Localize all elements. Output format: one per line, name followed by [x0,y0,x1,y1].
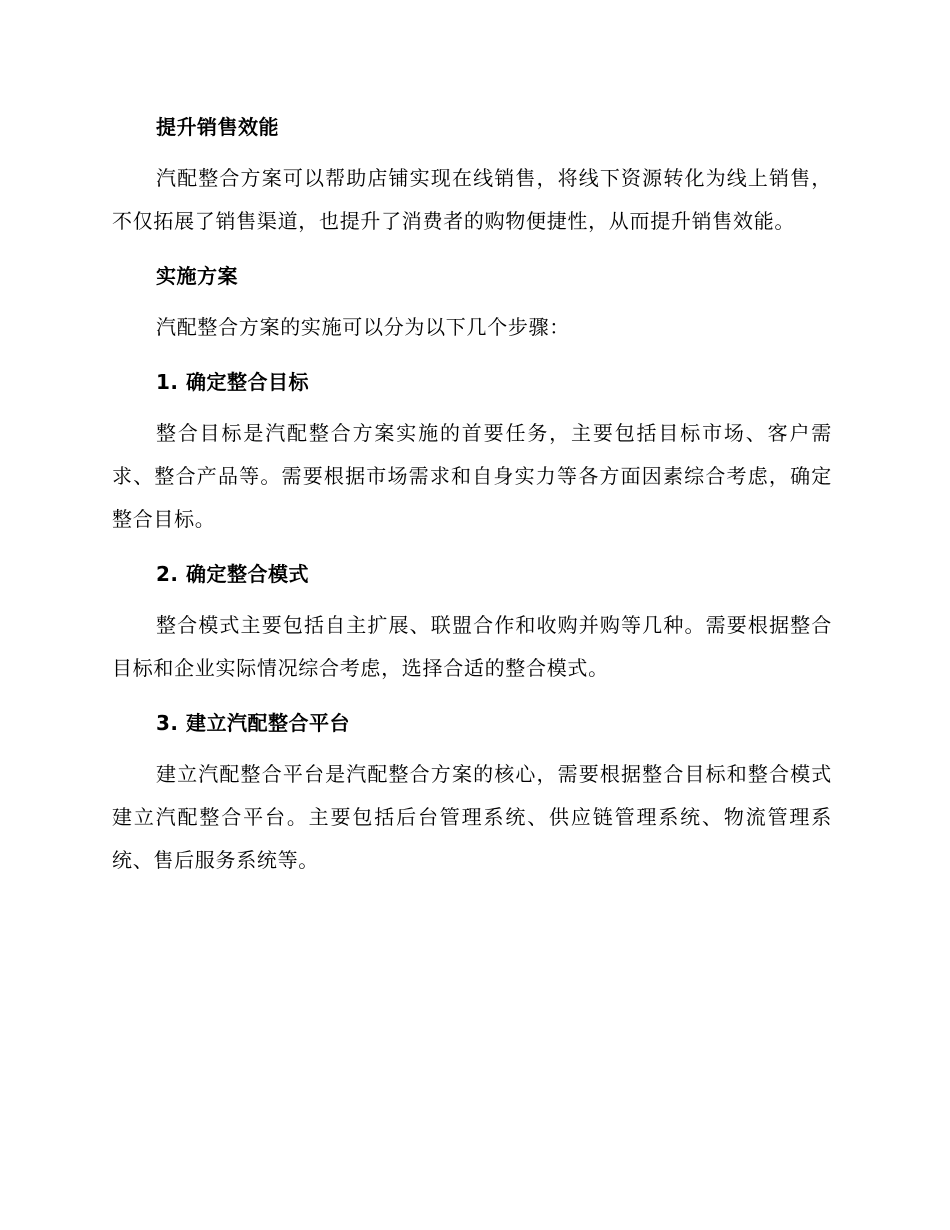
paragraph-integration-platform: 建立汽配整合平台是汽配整合方案的核心，需要根据整合目标和整合模式建立汽配整合平台。主要包括后台管理系统、供应链管理系统、物流管理系统、售后服务系统等。 [112,762,832,872]
paragraph-sales-efficiency: 汽配整合方案可以帮助店铺实现在线销售，将线下资源转化为线上销售，不仅拓展了销售渠道，也提升了消费者的购物便捷性，从而提升销售效能。 [112,166,832,233]
paragraph-implementation-intro: 汽配整合方案的实施可以分为以下几个步骤： [156,315,570,339]
document-page [112,110,832,898]
paragraph-integration-goal: 整合目标是汽配整合方案实施的首要任务，主要包括目标市场、客户需求、整合产品等。需要根据市场需求和自身实力等各方面因素综合考虑，确定整合目标。 [112,421,832,531]
step-heading-integration-goal: 1. 确定整合目标 [156,370,309,394]
paragraph-integration-mode: 整合模式主要包括自主扩展、联盟合作和收购并购等几种。需要根据整合目标和企业实际情况综合考虑，选择合适的整合模式。 [112,613,832,680]
step-heading-integration-platform: 3. 建立汽配整合平台 [156,711,350,735]
section-heading-sales-efficiency: 提升销售效能 [156,115,279,139]
section-heading-implementation: 实施方案 [156,264,238,288]
step-heading-integration-mode: 2. 确定整合模式 [156,562,309,586]
